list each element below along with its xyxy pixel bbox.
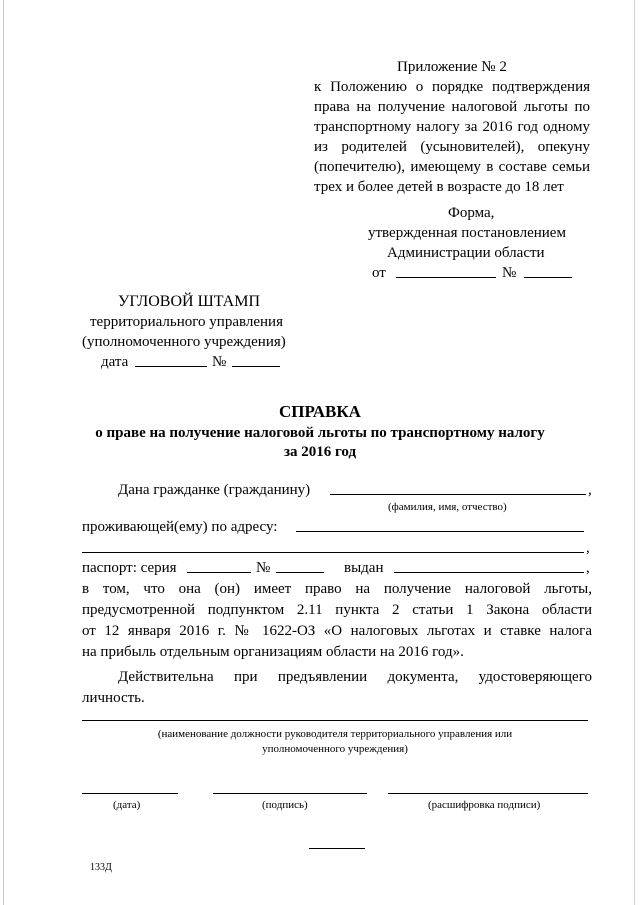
- document-subtitle: о праве на получение налоговой льготы по транспортному налогу: [95, 425, 545, 441]
- stamp-line-1: территориального управления: [90, 314, 283, 330]
- stamp-title: УГЛОВОЙ ШТАМП: [118, 293, 261, 310]
- paragraph-line-1: в том, что она (он) имеет право на получение налоговой льготы,: [82, 581, 592, 597]
- form-number-label: №: [502, 265, 517, 281]
- footer-code: 133Д: [90, 862, 112, 873]
- passport-comma: ,: [586, 560, 590, 576]
- appendix-line-3: транспортному налогу за 2016 год одному: [314, 119, 590, 135]
- address-blank-2: [82, 552, 584, 553]
- validity-line-1: Действительна при предъявлении документа, удостоверяющего: [118, 669, 592, 685]
- decode-hint: (расшифровка подписи): [428, 799, 541, 811]
- stamp-number-label: №: [212, 354, 227, 370]
- paragraph-line-2: предусмотренной подпунктом 2.11 пункта 2 статьи 1 Закона области: [82, 602, 592, 618]
- appendix-line-1: к Положению о порядке подтверждения: [314, 79, 590, 95]
- paragraph-line-3: от 12 января 2016 г. № 1622-ОЗ «О налоговых льготах и ставке налога: [82, 623, 592, 639]
- paragraph-line-4: на прибыль отдельным организациям области на 2016 год».: [82, 644, 464, 660]
- signature-hint: (подпись): [262, 799, 308, 811]
- date-blank: [82, 793, 178, 794]
- document-title: СПРАВКА: [279, 402, 361, 421]
- form-administration-line: Администрации области: [387, 245, 545, 261]
- stamp-number-blank: [232, 366, 280, 367]
- position-hint-2: уполномоченного учреждения): [262, 743, 408, 755]
- appendix-title: Приложение № 2: [397, 59, 507, 75]
- appendix-line-5: (попечителю), имеющему в составе семьи: [314, 159, 590, 175]
- fullname-hint: (фамилия, имя, отчество): [388, 501, 507, 513]
- position-blank: [82, 720, 588, 721]
- address-blank-1: [296, 531, 584, 532]
- fullname-comma: ,: [588, 482, 592, 498]
- fullname-blank: [330, 494, 586, 495]
- passport-number-label: №: [256, 560, 271, 576]
- stamp-date-label: дата: [101, 354, 129, 370]
- passport-issued-label: выдан: [344, 560, 384, 576]
- validity-line-2: личность.: [82, 690, 145, 706]
- appendix-line-6: трех и более детей в возрасте до 18 лет: [314, 179, 564, 195]
- signature-blank: [213, 793, 367, 794]
- form-number-blank: [524, 277, 572, 278]
- stamp-date-blank: [135, 366, 207, 367]
- position-hint-1: (наименование должности руководителя территориального управления или: [157, 728, 513, 740]
- form-from-label: от: [372, 265, 386, 281]
- decode-blank: [388, 793, 588, 794]
- form-label: Форма,: [448, 205, 495, 221]
- passport-series-blank: [187, 572, 251, 573]
- date-hint: (дата): [113, 799, 141, 811]
- passport-series-label: паспорт: серия: [82, 560, 177, 576]
- form-approved-line: утвержденная постановлением: [368, 225, 566, 241]
- address-comma: ,: [586, 540, 590, 556]
- given-to-label: Дана гражданке (гражданину): [118, 482, 311, 498]
- stamp-line-2: (уполномоченного учреждения): [82, 334, 286, 350]
- document-year: за 2016 год: [283, 444, 357, 460]
- appendix-line-4: из родителей (усыновителей), опекуну: [314, 139, 590, 155]
- address-label: проживающей(ему) по адресу:: [82, 519, 278, 535]
- appendix-line-2: права на получение налоговой льготы по: [314, 99, 590, 115]
- end-separator: [309, 848, 365, 849]
- form-date-blank: [396, 277, 496, 278]
- passport-number-blank: [276, 572, 324, 573]
- passport-issued-blank: [394, 572, 584, 573]
